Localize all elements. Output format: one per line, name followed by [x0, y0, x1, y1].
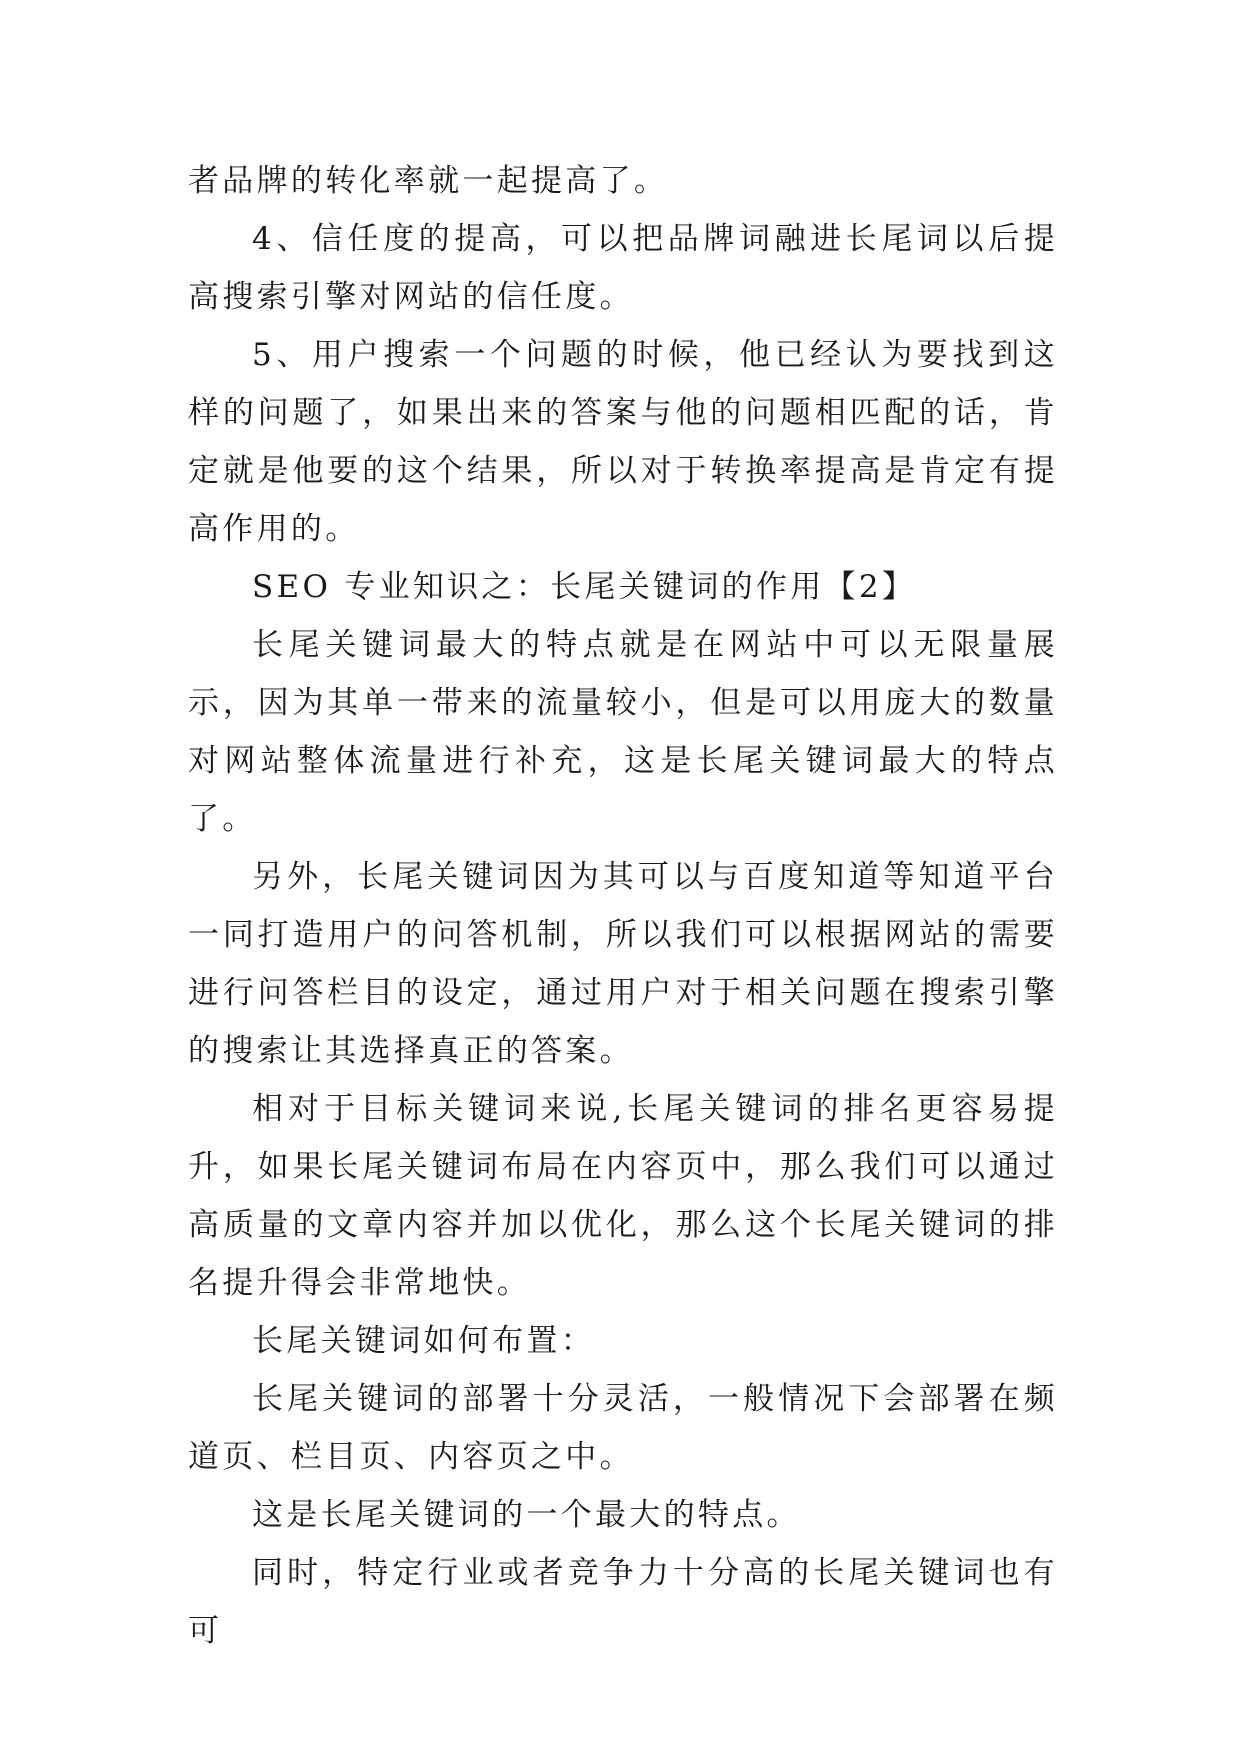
- paragraph-point-4: 4、信任度的提高，可以把品牌词融进长尾词以后提高搜索引擎对网站的信任度。: [188, 221, 1058, 315]
- paragraph-longtail-feature: 长尾关键词最大的特点就是在网站中可以无限量展示，因为其单一带来的流量较小，但是可以用庞大的数量对网站整体流量进行补充，这是长尾关键词最大的特点了。: [188, 627, 1058, 837]
- paragraph-ranking: 相对于目标关键词来说,长尾关键词的排名更容易提升，如果长尾关键词布局在内容页中，那么我们可以通过高质量的文章内容并加以优化，那么这个长尾关键词的排名提升得会非常地快。: [188, 1091, 1058, 1301]
- paragraph-qa-mechanism: 另外，长尾关键词因为其可以与百度知道等知道平台一同打造用户的问答机制，所以我们可以根据网站的需要进行问答栏目的设定，通过用户对于相关问题在搜索引擎的搜索让其选择真正的答案。: [188, 859, 1058, 1069]
- paragraph-biggest-feature: 这是长尾关键词的一个最大的特点。: [252, 1497, 801, 1533]
- paragraph-deployment: 长尾关键词的部署十分灵活，一般情况下会部署在频道页、栏目页、内容页之中。: [188, 1381, 1058, 1475]
- document-body: [188, 152, 1058, 1660]
- section-heading: SEO 专业知识之：长尾关键词的作用【2】: [252, 569, 917, 605]
- paragraph-how-to-place: 长尾关键词如何布置：: [252, 1323, 595, 1359]
- paragraph-continuation: 者品牌的转化率就一起提高了。: [188, 163, 669, 199]
- paragraph-point-5: 5、用户搜索一个问题的时候，他已经认为要找到这样的问题了，如果出来的答案与他的问题相匹配的话，肯定就是他要的这个结果，所以对于转换率提高是肯定有提高作用的。: [188, 337, 1058, 547]
- paragraph-competition: 同时，特定行业或者竞争力十分高的长尾关键词也有可: [188, 1555, 1058, 1649]
